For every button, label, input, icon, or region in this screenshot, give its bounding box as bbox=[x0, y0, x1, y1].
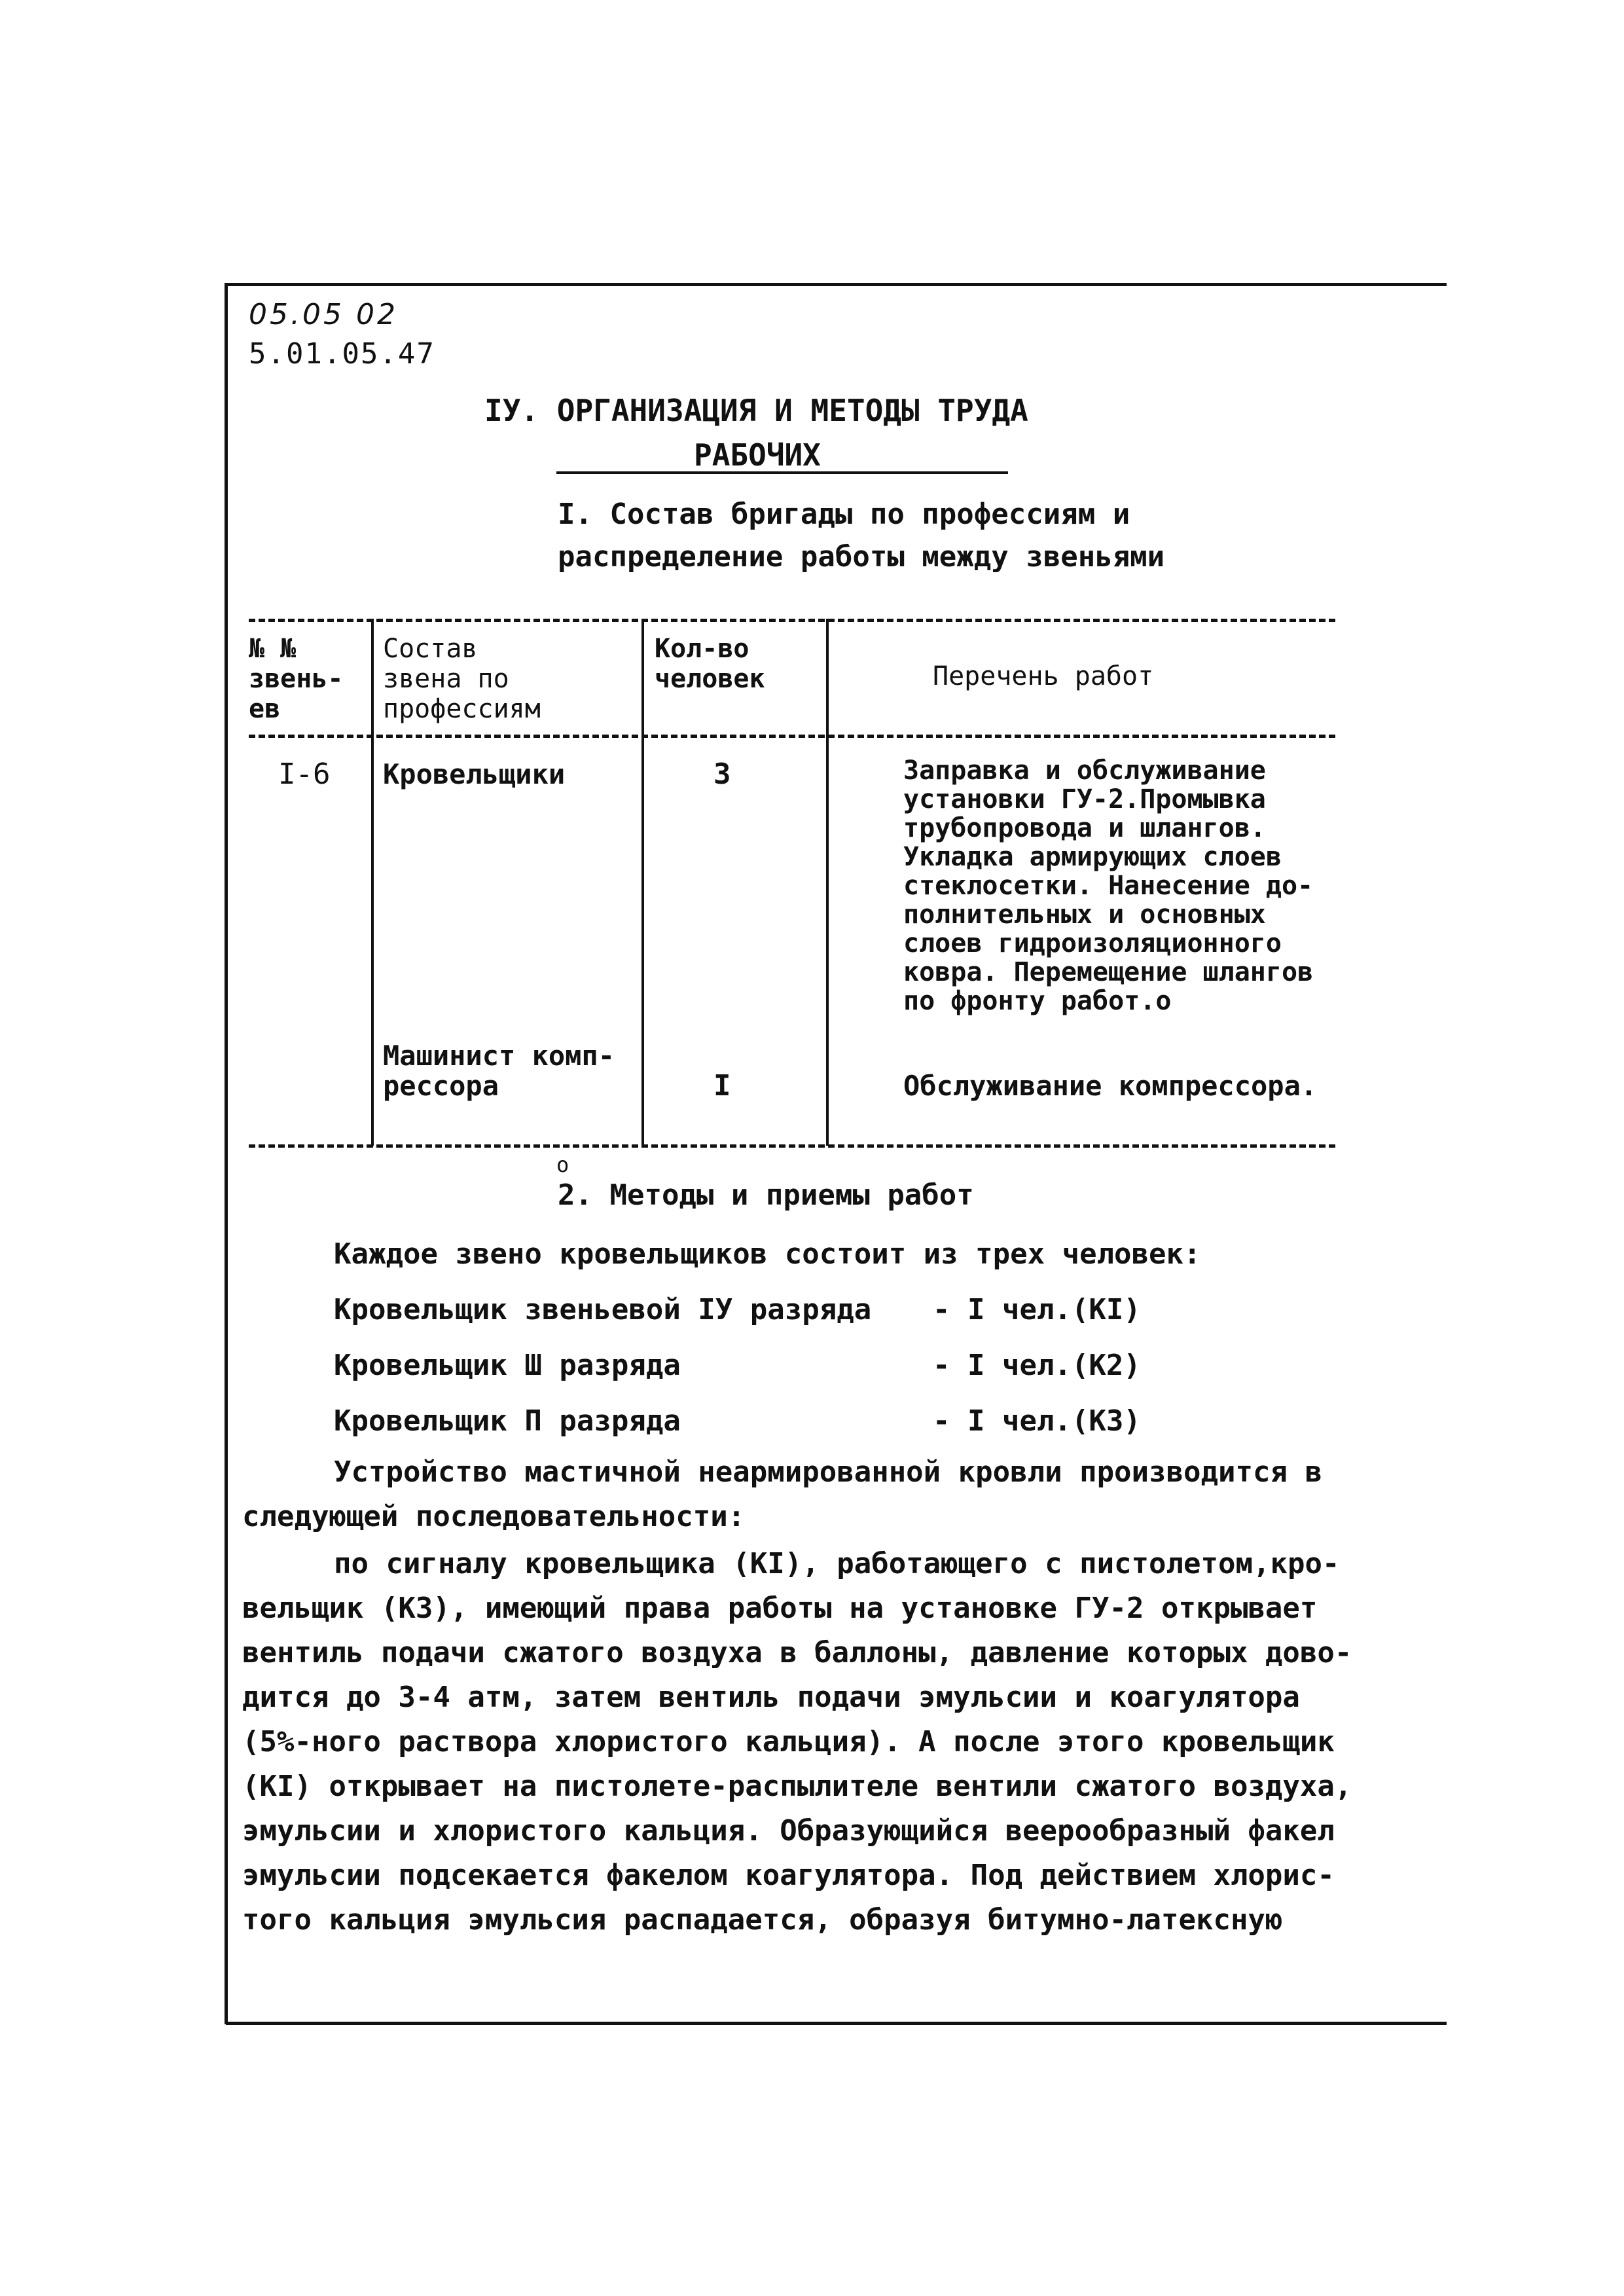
row-profession: Кровельщики bbox=[383, 758, 566, 790]
paragraph-line: (КI) открывает на пистолете-распылителе вентили сжатого воздуха, bbox=[242, 1770, 1352, 1803]
paragraph-line: Устройство мастичной неармированной кровли производится в bbox=[334, 1455, 1322, 1489]
paragraph-line: следующей последовательности: bbox=[242, 1500, 746, 1533]
row-works: Обслуживание компрессора. bbox=[903, 1070, 1318, 1102]
paragraph-line: того кальция эмульсия распадается, образуя битумно-латексную bbox=[242, 1903, 1283, 1937]
paragraph-line: (5%-ного раствора хлористого кальция). А после этого кровельщик bbox=[242, 1725, 1335, 1758]
section-title: IУ. ОРГАНИЗАЦИЯ И МЕТОДЫ ТРУДА bbox=[484, 393, 1028, 428]
crew-intro: Каждое звено кровельщиков состоит из трех человек: bbox=[334, 1237, 1201, 1271]
crew-member-count: - I чел.(К3) bbox=[933, 1404, 1141, 1438]
section-title-line2: РАБОЧИХ bbox=[694, 437, 821, 473]
title-underline bbox=[556, 471, 1008, 474]
crew-member-name: Кровельщик звеньевой IУ разряда bbox=[334, 1293, 872, 1326]
paragraph-sequence bbox=[242, 1450, 1355, 1539]
table-col-divider-1 bbox=[371, 619, 374, 1146]
paragraph-line: по сигналу кровельщика (КI), работающего с пистолетом,кро- bbox=[334, 1547, 1340, 1580]
document-code: 5.01.05.47 bbox=[249, 337, 435, 371]
row-count: I bbox=[713, 1069, 731, 1102]
paragraph-process bbox=[242, 1542, 1355, 1942]
paragraph-line: вельщик (К3), имеющий права работы на установке ГУ-2 открывает bbox=[242, 1592, 1318, 1625]
paragraph-line: дится до 3-4 атм, затем вентиль подачи эмульсии и коагулятора bbox=[242, 1681, 1300, 1714]
table-col-divider-3 bbox=[826, 619, 829, 1146]
header-count: Кол-во человек bbox=[655, 634, 765, 694]
table-top-rule bbox=[249, 619, 1335, 622]
crew-member-count: - I чел.(КI) bbox=[933, 1293, 1141, 1326]
row-profession: Машинист комп- рессора bbox=[383, 1040, 615, 1102]
header-works: Перечень работ bbox=[933, 661, 1154, 691]
crew-member-name: Кровельщик Ш разряда bbox=[334, 1349, 681, 1382]
frame-left-border bbox=[225, 283, 228, 2024]
header-profession: Состав звена по профессиям bbox=[383, 634, 541, 724]
section-mark: о bbox=[556, 1152, 569, 1177]
row-count: 3 bbox=[713, 757, 731, 791]
frame-top-border bbox=[226, 283, 1447, 286]
paragraph-line: эмульсии подсекается факелом коагулятора. Под действием хлорис- bbox=[242, 1859, 1335, 1892]
methods-heading: 2. Методы и приемы работ bbox=[558, 1178, 974, 1212]
paragraph-line: вентиль подачи сжатого воздуха в баллоны, давление которых дово- bbox=[242, 1636, 1352, 1669]
frame-bottom-border bbox=[226, 2022, 1447, 2025]
subsection-title-line2: распределение работы между звеньями bbox=[558, 540, 1165, 574]
row-works: Заправка и обслуживание установки ГУ-2.Промывка трубопровода и шлангов. Укладка армирующих слоев стеклосетки. Нанесение до- полнительных и основных слоев гидроизоляционного ковра. Перемещение шлангов по фронту работ.о bbox=[903, 756, 1314, 1016]
table-col-divider-2 bbox=[641, 619, 644, 1146]
row-number: I-6 bbox=[278, 757, 331, 791]
crew-member-name: Кровельщик П разряда bbox=[334, 1404, 681, 1438]
handwritten-code: 05.05 02 bbox=[249, 298, 398, 331]
table-bottom-rule bbox=[249, 1144, 1335, 1148]
header-number: № № звень- ев bbox=[249, 634, 344, 724]
subsection-title: I. Состав бригады по профессиям и bbox=[558, 498, 1130, 531]
table-header-rule bbox=[249, 735, 1335, 738]
crew-member-count: - I чел.(К2) bbox=[933, 1349, 1141, 1382]
paragraph-line: эмульсии и хлористого кальция. Образующийся веерообразный факел bbox=[242, 1814, 1335, 1848]
